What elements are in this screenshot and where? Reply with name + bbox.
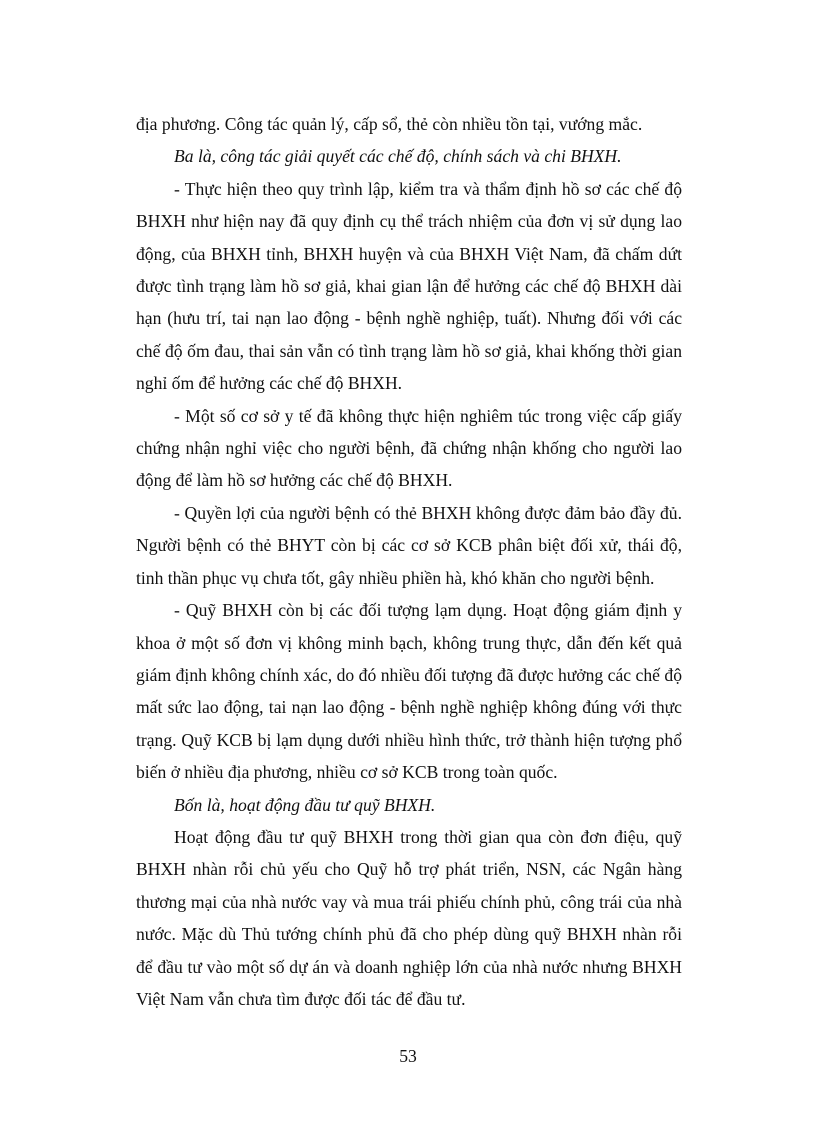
paragraph: Hoạt động đầu tư quỹ BHXH trong thời gian qua còn đơn điệu, quỹ BHXH nhàn rỗi chủ yếu cho Quỹ hỗ trợ phát triển, NSN, các Ngân hàng thương mại của nhà nước vay và mua trái phiếu chính phủ, công trái của nhà nước. Mặc dù Thủ tướng chính phủ đã cho phép dùng quỹ BHXH nhàn rỗi để đầu tư vào một số dự án và doanh nghiệp lớn của nhà nước nhưng BHXH Việt Nam vẫn chưa tìm được đối tác để đầu tư. [136,826,682,1009]
paragraph: - Một số cơ sở y tế đã không thực hiện nghiêm túc trong việc cấp giấy chứng nhận nghỉ việc cho người bệnh, đã chứng nhận khống cho người lao động để làm hồ sơ hưởng các chế độ BHXH. [136,405,682,491]
paragraph-continuation: địa phương. Công tác quản lý, cấp sổ, thẻ còn nhiều tồn tại, vướng mắc. [136,114,643,134]
page-number: 53 [399,1046,417,1066]
paragraph: - Quỹ BHXH còn bị các đối tượng lạm dụng. Hoạt động giám định y khoa ở một số đơn vị không minh bạch, không trung thực, dẫn đến kết quả giám định không chính xác, do đó nhiều đối tượng đã được hưởng các chế độ mất sức lao động, tai nạn lao động - bệnh nghề nghiệp không đúng với thực trạng. Quỹ KCB bị lạm dụng dưới nhiều hình thức, trở thành hiện tượng phổ biến ở nhiều địa phương, nhiều cơ sở KCB trong toàn quốc. [136,600,682,783]
paragraph: - Quyền lợi của người bệnh có thẻ BHXH không được đảm bảo đầy đủ. Người bệnh có thẻ BHYT còn bị các cơ sở KCB phân biệt đối xử, thái độ, tinh thần phục vụ chưa tốt, gây nhiều phiền hà, khó khăn cho người bệnh. [136,502,682,588]
body-text [136,108,682,1015]
section-heading-bon-la: Bốn là, hoạt động đầu tư quỹ BHXH. [174,794,436,815]
section-heading-ba-la: Ba là, công tác giải quyết các chế độ, chính sách và chi BHXH. [174,146,622,167]
paragraph: - Thực hiện theo quy trình lập, kiểm tra và thẩm định hồ sơ các chế độ BHXH như hiện nay đã quy định cụ thể trách nhiệm của đơn vị sử dụng lao động, của BHXH tỉnh, BHXH huyện và của BHXH Việt Nam, đã chấm dứt được tình trạng làm hồ sơ giả, khai gian lận để hưởng các chế độ BHXH dài hạn (hưu trí, tai nạn lao động - bệnh nghề nghiệp, tuất). Nhưng đối với các chế độ ốm đau, thai sản vẫn có tình trạng làm hồ sơ giả, khai khống thời gian nghỉ ốm để hưởng các chế độ BHXH. [136,178,682,394]
